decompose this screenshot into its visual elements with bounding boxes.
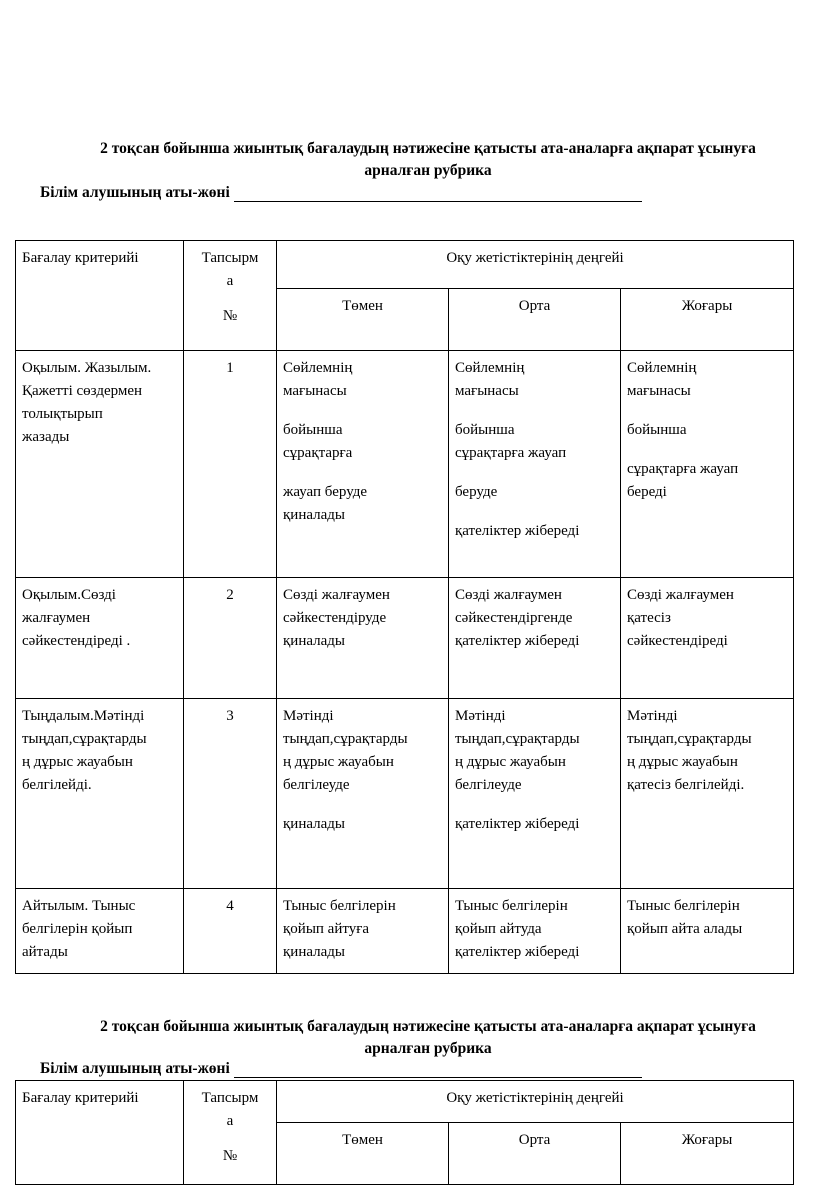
level-line: сәйкестендіреді xyxy=(627,633,728,649)
table-row xyxy=(16,889,794,974)
level-line: сәйкестендіруде xyxy=(283,610,387,626)
level-line: Сөйлемнің xyxy=(627,360,697,376)
level-mid-cell xyxy=(449,351,621,578)
level-line: бойынша xyxy=(627,422,687,438)
task-cell: 4 xyxy=(184,889,277,974)
criteria-line: сәйкестендіреді . xyxy=(22,633,131,649)
task-cell: 1 xyxy=(184,351,277,578)
title-line: 2 тоқсан бойынша жиынтық бағалаудың нәтижесіне қатысты ата-аналарға ақпарат ұсынуға xyxy=(100,1018,756,1035)
header-low: Төмен xyxy=(277,289,449,351)
level-line: белгілеуде xyxy=(283,777,350,793)
level-line: тыңдап,сұрақтарды xyxy=(627,731,752,747)
criteria-cell xyxy=(16,699,184,889)
level-line: Тыныс белгілерін xyxy=(627,898,740,914)
criteria-line: белгілерін қойып xyxy=(22,921,133,937)
table-row xyxy=(16,699,794,889)
level-line: сұрақтарға xyxy=(283,445,353,461)
header-task-part: а xyxy=(226,1113,234,1129)
level-line: қатесіз белгілейді. xyxy=(627,777,745,793)
level-paragraph xyxy=(627,584,787,653)
level-paragraph xyxy=(455,895,614,964)
level-paragraph xyxy=(627,458,787,504)
level-line: қойып айтуға xyxy=(283,921,370,937)
criteria-line: ң дұрыс жауабын xyxy=(22,754,133,770)
level-paragraph xyxy=(455,481,614,504)
level-line: Тыныс белгілерін xyxy=(455,898,568,914)
level-paragraph xyxy=(283,895,442,964)
level-line: Сөйлемнің xyxy=(283,360,353,376)
level-low-cell xyxy=(277,699,449,889)
criteria-line: Оқылым.Сөзді xyxy=(22,587,116,603)
criteria-cell xyxy=(16,578,184,699)
level-line: Сөйлемнің xyxy=(455,360,525,376)
criteria-line: Тыңдалым.Мәтінді xyxy=(22,708,145,724)
level-paragraph xyxy=(455,584,614,653)
rubric-title-1 xyxy=(40,138,816,182)
level-line: қиналады xyxy=(283,816,345,832)
header-task-part: Тапсырм xyxy=(201,250,259,266)
level-paragraph xyxy=(455,357,614,403)
level-mid-cell xyxy=(449,578,621,699)
criteria-line: Айтылым. Тыныс xyxy=(22,898,136,914)
header-criteria: Бағалау критерийі xyxy=(16,241,184,351)
level-line: бойынша xyxy=(455,422,515,438)
level-line: қиналады xyxy=(283,633,345,649)
criteria-line: тыңдап,сұрақтарды xyxy=(22,731,147,747)
level-paragraph xyxy=(283,813,442,836)
level-paragraph xyxy=(283,705,442,797)
level-line: қиналады xyxy=(283,507,345,523)
criteria-line: толықтырып xyxy=(22,406,103,422)
title-line: 2 тоқсан бойынша жиынтық бағалаудың нәтижесіне қатысты ата-аналарға ақпарат ұсынуға xyxy=(100,140,756,157)
student-name-label: Білім алушының аты-жөні xyxy=(40,184,230,201)
level-line: қойып айта алады xyxy=(627,921,743,937)
level-line: Мәтінді xyxy=(455,708,506,724)
level-line: қойып айтуда xyxy=(455,921,542,937)
header-task-number: № xyxy=(222,1148,238,1164)
header-low: Төмен xyxy=(277,1123,449,1185)
student-name-line-1 xyxy=(40,184,642,202)
level-paragraph xyxy=(455,520,614,543)
header-levels: Оқу жетістіктерінің деңгейі xyxy=(277,1081,794,1123)
header-criteria: Бағалау критерийі xyxy=(16,1081,184,1185)
header-task-part: а xyxy=(226,273,234,289)
header-task-number: № xyxy=(222,308,238,324)
level-line: мағынасы xyxy=(455,383,519,399)
level-line: қателіктер жібереді xyxy=(455,523,580,539)
level-paragraph xyxy=(627,705,787,797)
header-high: Жоғары xyxy=(621,1123,794,1185)
level-line: береді xyxy=(627,484,667,500)
level-line: Сөзді жалғаумен xyxy=(455,587,562,603)
level-line: Сөзді жалғаумен xyxy=(627,587,734,603)
level-line: ң дұрыс жауабын xyxy=(627,754,738,770)
level-line: тыңдап,сұрақтарды xyxy=(455,731,580,747)
level-line: қателіктер жібереді xyxy=(455,816,580,832)
header-mid: Орта xyxy=(449,289,621,351)
level-low-cell xyxy=(277,351,449,578)
level-high-cell xyxy=(621,889,794,974)
level-line: қиналады xyxy=(283,944,345,960)
rubric-table-1 xyxy=(15,240,794,974)
level-paragraph xyxy=(283,481,442,527)
level-mid-cell xyxy=(449,889,621,974)
level-paragraph xyxy=(455,705,614,797)
criteria-line: Оқылым. Жазылым. xyxy=(22,360,152,376)
student-name-blank[interactable] xyxy=(234,187,642,202)
level-line: ң дұрыс жауабын xyxy=(283,754,394,770)
level-line: сұрақтарға жауап xyxy=(455,445,567,461)
header-task-part: Тапсырм xyxy=(201,1090,259,1106)
level-line: ң дұрыс жауабын xyxy=(455,754,566,770)
level-paragraph xyxy=(283,584,442,653)
task-cell: 2 xyxy=(184,578,277,699)
level-line: тыңдап,сұрақтарды xyxy=(283,731,408,747)
level-line: мағынасы xyxy=(283,383,347,399)
criteria-cell xyxy=(16,889,184,974)
criteria-line: айтады xyxy=(22,944,68,960)
table-row xyxy=(16,351,794,578)
level-line: мағынасы xyxy=(627,383,691,399)
level-high-cell xyxy=(621,351,794,578)
level-line: беруде xyxy=(455,484,498,500)
rubric-table-2 xyxy=(15,1080,794,1185)
student-name-line-2 xyxy=(40,1060,642,1078)
level-line: Сөзді жалғаумен xyxy=(283,587,390,603)
level-line: қателіктер жібереді xyxy=(455,633,580,649)
level-line: Мәтінді xyxy=(627,708,678,724)
header-levels: Оқу жетістіктерінің деңгейі xyxy=(277,241,794,289)
level-line: Тыныс белгілерін xyxy=(283,898,396,914)
criteria-line: Қажетті сөздермен xyxy=(22,383,143,399)
header-mid: Орта xyxy=(449,1123,621,1185)
level-line: белгілеуде xyxy=(455,777,522,793)
criteria-line: белгілейді. xyxy=(22,777,92,793)
level-high-cell xyxy=(621,578,794,699)
level-line: Мәтінді xyxy=(283,708,334,724)
criteria-line: жазады xyxy=(22,429,70,445)
level-line: жауап беруде xyxy=(283,484,368,500)
header-task xyxy=(184,241,277,351)
level-line: сәйкестендіргенде xyxy=(455,610,573,626)
level-paragraph xyxy=(455,813,614,836)
rubric-title-2 xyxy=(40,1016,816,1060)
criteria-line: жалғаумен xyxy=(22,610,91,626)
level-paragraph xyxy=(627,895,787,941)
header-task xyxy=(184,1081,277,1185)
level-paragraph xyxy=(627,419,787,442)
level-paragraph xyxy=(283,419,442,465)
level-low-cell xyxy=(277,889,449,974)
table-row xyxy=(16,578,794,699)
header-high: Жоғары xyxy=(621,289,794,351)
level-mid-cell xyxy=(449,699,621,889)
title-line: арналған рубрика xyxy=(364,162,492,179)
level-line: сұрақтарға жауап xyxy=(627,461,739,477)
student-name-label: Білім алушының аты-жөні xyxy=(40,1060,230,1077)
level-low-cell xyxy=(277,578,449,699)
level-high-cell xyxy=(621,699,794,889)
criteria-cell xyxy=(16,351,184,578)
level-line: бойынша xyxy=(283,422,343,438)
level-paragraph xyxy=(283,357,442,403)
level-paragraph xyxy=(627,357,787,403)
title-line: арналған рубрика xyxy=(364,1040,492,1057)
level-line: қателіктер жібереді xyxy=(455,944,580,960)
task-cell: 3 xyxy=(184,699,277,889)
level-line: қатесіз xyxy=(627,610,671,626)
level-paragraph xyxy=(455,419,614,465)
student-name-blank[interactable] xyxy=(234,1063,642,1078)
